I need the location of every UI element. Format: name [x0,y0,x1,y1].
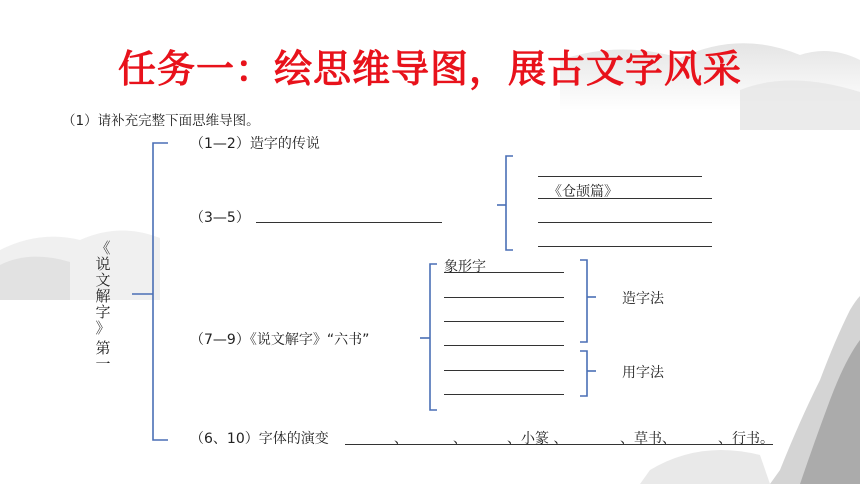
branch-4-label: （6、10）字体的演变 [190,431,329,447]
b3-bracket [430,264,437,410]
b2-sub-blank-3[interactable] [538,222,712,223]
main-bracket [153,143,168,440]
group2-bracket [580,351,587,396]
b2-sub-blank-1[interactable] [538,176,702,177]
instruction-text: （1）请补充完整下面思维导图。 [62,113,260,129]
group-1-label: 造字法 [622,291,664,307]
group-2-label: 用字法 [622,365,664,381]
b3-sub-underline-1 [444,272,564,273]
branch-3-label: （7—9）《说文解字》“六书” [190,332,370,348]
root-char: 一 [95,355,111,373]
branch-4-xingshu: 、行书。 [718,431,774,447]
b3-sub-blank-6[interactable] [444,394,564,395]
page-title: 任务一：绘思维导图，展古文字风采 [117,47,742,91]
root-char: 》 [95,319,111,337]
branch-2-label: （3—5） [190,210,250,226]
root-char: 字 [95,303,111,321]
b3-sub-item-1: 象形字 [444,259,486,275]
group1-bracket [580,260,587,342]
b3-sub-blank-2[interactable] [444,297,564,298]
root-char: 说 [95,255,111,273]
b2-sub-underline-2 [538,198,712,199]
b3-sub-blank-4[interactable] [444,345,564,346]
b3-sub-blank-5[interactable] [444,370,564,371]
branch-4-sep-2: 、 [453,431,467,447]
root-char: 《 [95,239,111,257]
branch-4-xiaozhuan: 、小篆 、 [507,431,568,447]
branch-1-label: （1—2）造字的传说 [190,136,320,152]
branch-4-sep-1: 、 [394,431,408,447]
branch-4-caoshu: 、草书、 [620,431,676,447]
branch-2-blank[interactable] [256,222,442,223]
root-char: 解 [95,287,111,305]
root-node-label [92,240,114,372]
root-char: 第 [95,339,111,357]
b2-sub-item-2: 《仓颉篇》 [548,184,618,200]
b3-sub-blank-3[interactable] [444,321,564,322]
root-char: 文 [95,271,111,289]
b2-sub-blank-4[interactable] [538,246,712,247]
b2-bracket [506,156,513,250]
